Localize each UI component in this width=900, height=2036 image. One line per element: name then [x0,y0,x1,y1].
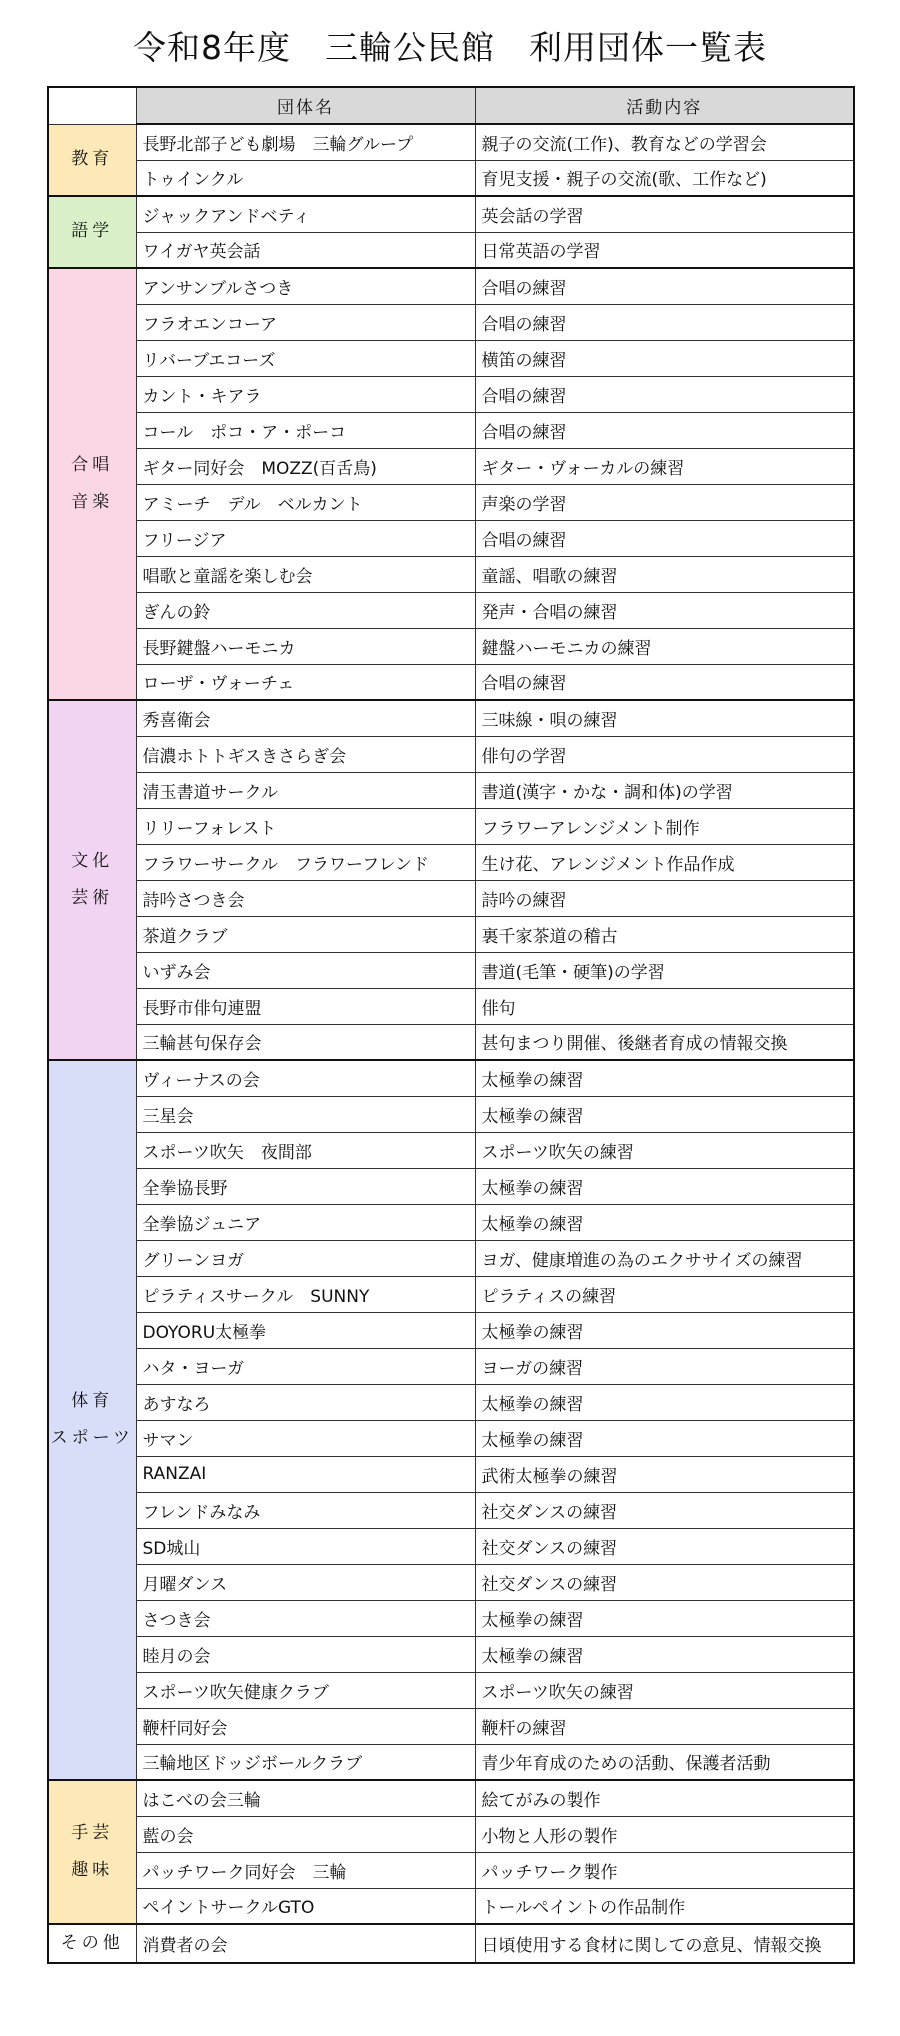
category-cell: 手芸 趣味 [48,1780,136,1924]
activity-cell: 裏千家茶道の稽古 [475,916,854,952]
table-row [48,664,854,700]
table-row [48,808,854,844]
table-row [48,916,854,952]
group-name-cell: トゥインクル [136,160,475,196]
table-row [48,1852,854,1888]
table-row [48,700,854,736]
table-row [48,1528,854,1564]
table-row [48,556,854,592]
activity-cell: 小物と人形の製作 [475,1816,854,1852]
activity-cell: 太極拳の練習 [475,1384,854,1420]
activity-cell: 横笛の練習 [475,340,854,376]
group-name-cell: 藍の会 [136,1816,475,1852]
group-name-cell: 秀喜衛会 [136,700,475,736]
table-row [48,1780,854,1816]
table-row [48,1888,854,1924]
group-name-cell: いずみ会 [136,952,475,988]
group-name-cell: ローザ・ヴォーチェ [136,664,475,700]
activity-cell: 育児支援・親子の交流(歌、工作など) [475,160,854,196]
group-name-cell: SD城山 [136,1528,475,1564]
activity-cell: 鞭杆の練習 [475,1708,854,1744]
activity-cell: 太極拳の練習 [475,1060,854,1096]
activity-cell: 太極拳の練習 [475,1636,854,1672]
table-row [48,1708,854,1744]
table-row [48,1240,854,1276]
group-name-cell: ギター同好会 MOZZ(百舌鳥) [136,448,475,484]
group-name-cell: ジャックアンドベティ [136,196,475,232]
table-row [48,484,854,520]
category-cell: 文化 芸術 [48,700,136,1060]
table-row [48,1096,854,1132]
table-row [48,988,854,1024]
header-row [48,87,854,124]
table-row [48,1420,854,1456]
table-row [48,160,854,196]
activity-cell: 太極拳の練習 [475,1096,854,1132]
group-name-cell: パッチワーク同好会 三輪 [136,1852,475,1888]
activity-cell: 俳句の学習 [475,736,854,772]
group-name-cell: 詩吟さつき会 [136,880,475,916]
group-name-cell: はこべの会三輪 [136,1780,475,1816]
category-cell: 体育 スポーツ [48,1060,136,1780]
activity-cell: 太極拳の練習 [475,1420,854,1456]
table-row [48,880,854,916]
activity-cell: 合唱の練習 [475,268,854,304]
table-row [48,1348,854,1384]
activity-cell: 社交ダンスの練習 [475,1528,854,1564]
activity-cell: 書道(毛筆・硬筆)の学習 [475,952,854,988]
group-name-cell: 清玉書道サークル [136,772,475,808]
table-row [48,1312,854,1348]
group-name-cell: RANZAI [136,1456,475,1492]
activity-cell: ヨーガの練習 [475,1348,854,1384]
table-row [48,520,854,556]
activity-cell: 合唱の練習 [475,376,854,412]
table-row [48,1744,854,1780]
group-name-cell: 睦月の会 [136,1636,475,1672]
activity-cell: 声楽の学習 [475,484,854,520]
activity-cell: 日頃使用する食材に関しての意見、情報交換 [475,1924,854,1963]
group-name-cell: ピラティスサークル SUNNY [136,1276,475,1312]
table-row [48,628,854,664]
table-row [48,448,854,484]
group-name-cell: 長野北部子ども劇場 三輪グループ [136,124,475,160]
header-group-name: 団体名 [136,87,475,124]
activity-cell: 鍵盤ハーモニカの練習 [475,628,854,664]
activity-cell: スポーツ吹矢の練習 [475,1672,854,1708]
group-name-cell: あすなろ [136,1384,475,1420]
table-row [48,268,854,304]
group-name-cell: ハタ・ヨーガ [136,1348,475,1384]
table-row [48,1456,854,1492]
activity-cell: 太極拳の練習 [475,1312,854,1348]
activity-cell: 日常英語の学習 [475,232,854,268]
activity-cell: 合唱の練習 [475,664,854,700]
group-name-cell: 全拳協長野 [136,1168,475,1204]
group-name-cell: コール ポコ・ア・ポーコ [136,412,475,448]
category-cell: 語学 [48,196,136,268]
group-name-cell: ヴィーナスの会 [136,1060,475,1096]
table-row [48,412,854,448]
group-name-cell: アミーチ デル ベルカント [136,484,475,520]
table-row [48,196,854,232]
table-row [48,736,854,772]
activity-cell: 絵てがみの製作 [475,1780,854,1816]
group-name-cell: 長野鍵盤ハーモニカ [136,628,475,664]
activity-cell: 太極拳の練習 [475,1600,854,1636]
group-name-cell: 信濃ホトトギスきさらぎ会 [136,736,475,772]
table-row [48,592,854,628]
table-row [48,1816,854,1852]
table-row [48,1132,854,1168]
activity-cell: パッチワーク製作 [475,1852,854,1888]
activity-cell: 三味線・唄の練習 [475,700,854,736]
activity-cell: 社交ダンスの練習 [475,1564,854,1600]
group-name-cell: 三輪地区ドッジボールクラブ [136,1744,475,1780]
group-name-cell: フラワーサークル フラワーフレンド [136,844,475,880]
table-row [48,844,854,880]
table-row [48,1672,854,1708]
group-name-cell: アンサンブルさつき [136,268,475,304]
header-category [48,87,136,124]
activity-cell: 合唱の練習 [475,412,854,448]
activity-cell: 発声・合唱の練習 [475,592,854,628]
group-name-cell: ぎんの鈴 [136,592,475,628]
table-row [48,1924,854,1963]
activity-cell: ヨガ、健康増進の為のエクササイズの練習 [475,1240,854,1276]
group-name-cell: DOYORU太極拳 [136,1312,475,1348]
activity-cell: 合唱の練習 [475,304,854,340]
group-name-cell: リバーブエコーズ [136,340,475,376]
activity-cell: ピラティスの練習 [475,1276,854,1312]
group-roster-table [47,86,855,1964]
table-row [48,1060,854,1096]
table-row [48,340,854,376]
table-row [48,1276,854,1312]
table-row [48,1204,854,1240]
activity-cell: 青少年育成のための活動、保護者活動 [475,1744,854,1780]
activity-cell: 合唱の練習 [475,520,854,556]
table-row [48,1384,854,1420]
table-row [48,952,854,988]
table-row [48,232,854,268]
group-name-cell: フレンドみなみ [136,1492,475,1528]
activity-cell: スポーツ吹矢の練習 [475,1132,854,1168]
group-name-cell: グリーンヨガ [136,1240,475,1276]
activity-cell: ギター・ヴォーカルの練習 [475,448,854,484]
group-name-cell: 全拳協ジュニア [136,1204,475,1240]
activity-cell: 社交ダンスの練習 [475,1492,854,1528]
group-name-cell: 三星会 [136,1096,475,1132]
activity-cell: 書道(漢字・かな・調和体)の学習 [475,772,854,808]
activity-cell: 甚句まつり開催、後継者育成の情報交換 [475,1024,854,1060]
activity-cell: 詩吟の練習 [475,880,854,916]
group-name-cell: リリーフォレスト [136,808,475,844]
group-name-cell: 鞭杆同好会 [136,1708,475,1744]
activity-cell: 英会話の学習 [475,196,854,232]
header-activity: 活動内容 [475,87,854,124]
group-name-cell: 長野市俳句連盟 [136,988,475,1024]
activity-cell: 親子の交流(工作)、教育などの学習会 [475,124,854,160]
activity-cell: 生け花、アレンジメント作品作成 [475,844,854,880]
group-name-cell: フラオエンコーア [136,304,475,340]
table-row [48,1564,854,1600]
group-name-cell: スポーツ吹矢 夜間部 [136,1132,475,1168]
group-name-cell: 唱歌と童謡を楽しむ会 [136,556,475,592]
group-name-cell: ペイントサークルGTO [136,1888,475,1924]
activity-cell: 太極拳の練習 [475,1204,854,1240]
activity-cell: 太極拳の練習 [475,1168,854,1204]
category-cell: 合唱 音楽 [48,268,136,700]
table-row [48,1492,854,1528]
group-name-cell: サマン [136,1420,475,1456]
category-cell: 教育 [48,124,136,196]
activity-cell: フラワーアレンジメント制作 [475,808,854,844]
table-row [48,124,854,160]
table-row [48,376,854,412]
table-row [48,304,854,340]
activity-cell: 童謡、唱歌の練習 [475,556,854,592]
activity-cell: 武術太極拳の練習 [475,1456,854,1492]
table-row [48,1636,854,1672]
group-name-cell: スポーツ吹矢健康クラブ [136,1672,475,1708]
activity-cell: トールペイントの作品制作 [475,1888,854,1924]
group-name-cell: 月曜ダンス [136,1564,475,1600]
group-name-cell: フリージア [136,520,475,556]
table-row [48,1024,854,1060]
group-name-cell: ワイガヤ英会話 [136,232,475,268]
group-name-cell: さつき会 [136,1600,475,1636]
category-cell: その他 [48,1924,136,1963]
table-row [48,1600,854,1636]
table-row [48,772,854,808]
group-name-cell: カント・キアラ [136,376,475,412]
group-name-cell: 茶道クラブ [136,916,475,952]
page-title: 令和8年度 三輪公民館 利用団体一覧表 [133,27,767,67]
group-name-cell: 消費者の会 [136,1924,475,1963]
activity-cell: 俳句 [475,988,854,1024]
roster-body [48,124,854,1963]
table-row [48,1168,854,1204]
group-name-cell: 三輪甚句保存会 [136,1024,475,1060]
